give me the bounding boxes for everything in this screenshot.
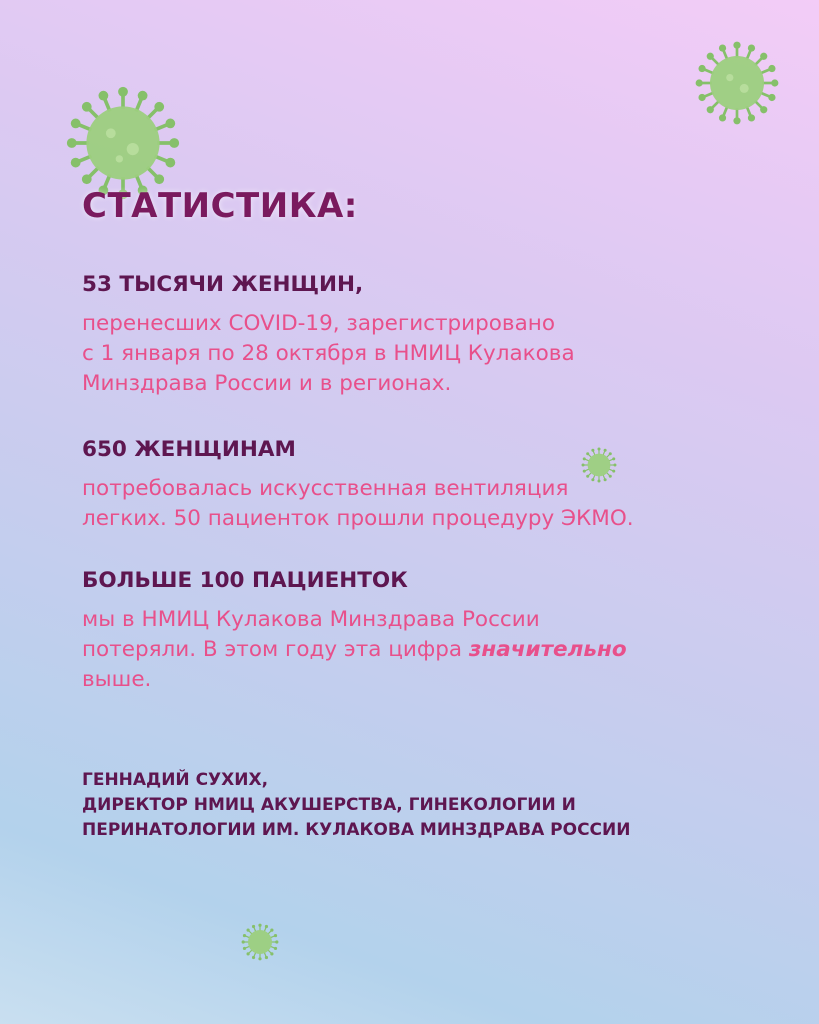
signature-position: ДИРЕКТОР НМИЦ АКУШЕРСТВА, ГИНЕКОЛОГИИ И [82,795,576,815]
virus-icon [692,38,782,128]
signature-name: ГЕННАДИЙ СУХИХ, [82,770,269,790]
emphasis-text: значительно [468,637,627,662]
stat-line: потеряли. В этом году эта цифра [82,637,469,662]
stat-heading: 53 ТЫСЯЧИ ЖЕНЩИН, [82,272,364,297]
stat-heading: БОЛЬШЕ 100 ПАЦИЕНТОК [82,568,408,593]
stat-description [82,309,772,399]
quote-signature [82,768,630,843]
signature-position: ПЕРИНАТОЛОГИИ ИМ. КУЛАКОВА МИНЗДРАВА РОССИИ [82,820,631,840]
stat-description [82,605,772,695]
stat-heading: 650 ЖЕНЩИНАМ [82,437,296,462]
stat-line: с 1 января по 28 октября в НМИЦ Кулакова [82,341,575,366]
page-title: СТАТИСТИКА: [82,186,358,226]
virus-icon [240,922,280,962]
stat-block-ventilation [82,435,772,534]
virus-icon-graphic [692,38,782,128]
stat-line: легких. 50 пациенток прошли процедуру ЭКМО. [82,506,634,531]
stat-line: выше. [82,667,152,692]
virus-icon-graphic [240,922,280,962]
stat-description [82,474,772,534]
stat-block-lost-patients [82,566,772,695]
stat-line: перенесших COVID-19, зарегистрировано [82,311,555,336]
stat-block-women-count [82,270,772,399]
stat-line: Минздрава России и в регионах. [82,371,452,396]
stat-line: мы в НМИЦ Кулакова Минздрава России [82,607,540,632]
stat-line: потребовалась искусственная вентиляция [82,476,569,501]
